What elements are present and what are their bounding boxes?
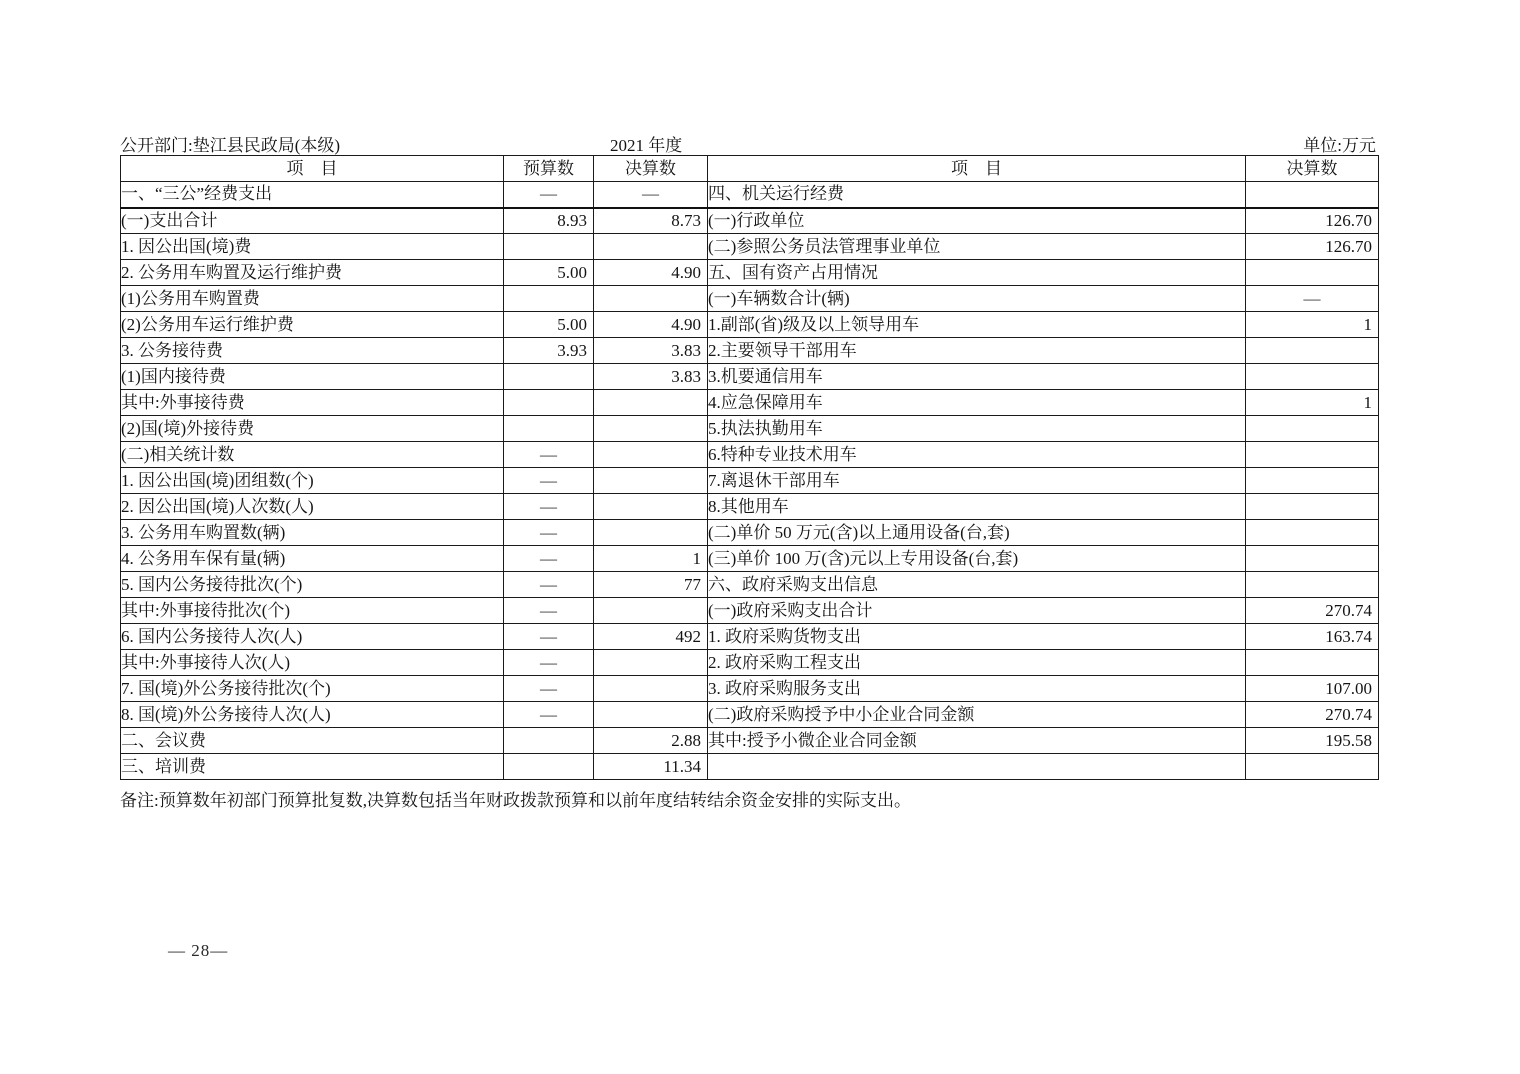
item-cell-left: 7. 国(境)外公务接待批次(个) bbox=[121, 676, 504, 702]
final-cell-left bbox=[594, 286, 708, 312]
table-row bbox=[121, 468, 1379, 494]
item-cell-left: 4. 公务用车保有量(辆) bbox=[121, 546, 504, 572]
item-cell-left: 三、培训费 bbox=[121, 754, 504, 780]
item-cell-right bbox=[708, 754, 1246, 780]
table-row bbox=[121, 390, 1379, 416]
final-cell-left bbox=[594, 234, 708, 260]
item-cell-right: (一)政府采购支出合计 bbox=[708, 598, 1246, 624]
table-header-row bbox=[121, 156, 1379, 182]
item-cell-right: (二)单价 50 万元(含)以上通用设备(台,套) bbox=[708, 520, 1246, 546]
final-cell-right bbox=[1246, 754, 1379, 780]
final-cell-right bbox=[1246, 494, 1379, 520]
document-header bbox=[120, 131, 1378, 153]
budget-cell: — bbox=[504, 546, 594, 572]
item-cell-left: (1)国内接待费 bbox=[121, 364, 504, 390]
table-row bbox=[121, 702, 1379, 728]
column-header-budget: 预算数 bbox=[504, 156, 594, 182]
final-cell-left bbox=[594, 442, 708, 468]
budget-cell: 5.00 bbox=[504, 260, 594, 286]
final-cell-right: 107.00 bbox=[1246, 676, 1379, 702]
budget-cell bbox=[504, 390, 594, 416]
final-cell-left: — bbox=[594, 182, 708, 208]
final-cell-left bbox=[594, 676, 708, 702]
item-cell-left: 6. 国内公务接待人次(人) bbox=[121, 624, 504, 650]
item-cell-left: 其中:外事接待人次(人) bbox=[121, 650, 504, 676]
item-cell-right: 4.应急保障用车 bbox=[708, 390, 1246, 416]
final-cell-left: 3.83 bbox=[594, 338, 708, 364]
table-row bbox=[121, 442, 1379, 468]
budget-cell bbox=[504, 286, 594, 312]
final-cell-right: 126.70 bbox=[1246, 234, 1379, 260]
table-row bbox=[121, 338, 1379, 364]
item-cell-right: 5.执法执勤用车 bbox=[708, 416, 1246, 442]
table-row bbox=[121, 572, 1379, 598]
item-cell-left: (1)公务用车购置费 bbox=[121, 286, 504, 312]
item-cell-left: 8. 国(境)外公务接待人次(人) bbox=[121, 702, 504, 728]
table-row bbox=[121, 754, 1379, 780]
item-cell-left: 2. 公务用车购置及运行维护费 bbox=[121, 260, 504, 286]
item-cell-right: 四、机关运行经费 bbox=[708, 182, 1246, 208]
table-row bbox=[121, 312, 1379, 338]
final-cell-left: 8.73 bbox=[594, 208, 708, 234]
final-cell-left: 3.83 bbox=[594, 364, 708, 390]
table-row bbox=[121, 260, 1379, 286]
footnote: 备注:预算数年初部门预算批复数,决算数包括当年财政拨款预算和以前年度结转结余资金安排的实际支出。 bbox=[120, 791, 911, 810]
budget-cell: — bbox=[504, 572, 594, 598]
item-cell-left: 1. 因公出国(境)团组数(个) bbox=[121, 468, 504, 494]
item-cell-right: (一)车辆数合计(辆) bbox=[708, 286, 1246, 312]
budget-cell: — bbox=[504, 468, 594, 494]
budget-cell: — bbox=[504, 182, 594, 208]
final-cell-left: 2.88 bbox=[594, 728, 708, 754]
item-cell-right: (二)参照公务员法管理事业单位 bbox=[708, 234, 1246, 260]
final-cell-left: 11.34 bbox=[594, 754, 708, 780]
item-cell-right: 1. 政府采购货物支出 bbox=[708, 624, 1246, 650]
unit-label: 单位:万元 bbox=[1303, 136, 1376, 155]
final-cell-left bbox=[594, 416, 708, 442]
column-header-item-left: 项 目 bbox=[121, 156, 504, 182]
table-row bbox=[121, 650, 1379, 676]
final-cell-right: 126.70 bbox=[1246, 208, 1379, 234]
item-cell-right: 六、政府采购支出信息 bbox=[708, 572, 1246, 598]
item-cell-right: 3. 政府采购服务支出 bbox=[708, 676, 1246, 702]
final-cell-right bbox=[1246, 468, 1379, 494]
page-number: — 28— bbox=[168, 941, 229, 960]
item-cell-left: 二、会议费 bbox=[121, 728, 504, 754]
budget-cell: — bbox=[504, 702, 594, 728]
item-cell-left: 1. 因公出国(境)费 bbox=[121, 234, 504, 260]
item-cell-left: (2)国(境)外接待费 bbox=[121, 416, 504, 442]
table-row bbox=[121, 182, 1379, 208]
final-cell-right bbox=[1246, 520, 1379, 546]
fiscal-year-label: 2021 年度 bbox=[610, 136, 683, 155]
final-cell-right bbox=[1246, 182, 1379, 208]
item-cell-left: 2. 因公出国(境)人次数(人) bbox=[121, 494, 504, 520]
budget-cell: — bbox=[504, 520, 594, 546]
budget-cell: — bbox=[504, 650, 594, 676]
item-cell-left: (2)公务用车运行维护费 bbox=[121, 312, 504, 338]
final-cell-left bbox=[594, 494, 708, 520]
budget-cell bbox=[504, 234, 594, 260]
item-cell-right: 2. 政府采购工程支出 bbox=[708, 650, 1246, 676]
final-cell-right: 163.74 bbox=[1246, 624, 1379, 650]
final-cell-left bbox=[594, 702, 708, 728]
budget-cell: — bbox=[504, 624, 594, 650]
final-cell-left: 492 bbox=[594, 624, 708, 650]
item-cell-right: 其中:授予小微企业合同金额 bbox=[708, 728, 1246, 754]
item-cell-left: 一、“三公”经费支出 bbox=[121, 182, 504, 208]
item-cell-left: 5. 国内公务接待批次(个) bbox=[121, 572, 504, 598]
final-cell-left bbox=[594, 390, 708, 416]
item-cell-left: 3. 公务用车购置数(辆) bbox=[121, 520, 504, 546]
item-cell-left: (一)支出合计 bbox=[121, 208, 504, 234]
table-row bbox=[121, 598, 1379, 624]
table-row bbox=[121, 364, 1379, 390]
final-cell-right: 1 bbox=[1246, 390, 1379, 416]
budget-cell bbox=[504, 728, 594, 754]
final-cell-left bbox=[594, 520, 708, 546]
item-cell-right: (一)行政单位 bbox=[708, 208, 1246, 234]
final-cell-right bbox=[1246, 416, 1379, 442]
final-cell-right bbox=[1246, 650, 1379, 676]
table-row bbox=[121, 728, 1379, 754]
budget-cell bbox=[504, 364, 594, 390]
table-row bbox=[121, 676, 1379, 702]
budget-cell bbox=[504, 754, 594, 780]
table-row bbox=[121, 416, 1379, 442]
item-cell-left: 其中:外事接待批次(个) bbox=[121, 598, 504, 624]
item-cell-right: 五、国有资产占用情况 bbox=[708, 260, 1246, 286]
final-cell-left: 4.90 bbox=[594, 312, 708, 338]
final-cell-right: 270.74 bbox=[1246, 598, 1379, 624]
final-cell-right: 270.74 bbox=[1246, 702, 1379, 728]
final-cell-left bbox=[594, 468, 708, 494]
final-cell-right bbox=[1246, 338, 1379, 364]
final-cell-right: 195.58 bbox=[1246, 728, 1379, 754]
table-row bbox=[121, 624, 1379, 650]
final-cell-right: 1 bbox=[1246, 312, 1379, 338]
budget-cell: 8.93 bbox=[504, 208, 594, 234]
budget-cell: 5.00 bbox=[504, 312, 594, 338]
publisher-department-label: 公开部门:垫江县民政局(本级) bbox=[120, 136, 341, 155]
item-cell-right: (三)单价 100 万(含)元以上专用设备(台,套) bbox=[708, 546, 1246, 572]
budget-cell: — bbox=[504, 598, 594, 624]
item-cell-right: 2.主要领导干部用车 bbox=[708, 338, 1246, 364]
item-cell-left: (二)相关统计数 bbox=[121, 442, 504, 468]
final-cell-right bbox=[1246, 364, 1379, 390]
table-row bbox=[121, 286, 1379, 312]
budget-cell bbox=[504, 416, 594, 442]
final-cell-right: — bbox=[1246, 286, 1379, 312]
table-row bbox=[121, 546, 1379, 572]
item-cell-right: 8.其他用车 bbox=[708, 494, 1246, 520]
final-cell-left: 77 bbox=[594, 572, 708, 598]
item-cell-right: (二)政府采购授予中小企业合同金额 bbox=[708, 702, 1246, 728]
budget-cell: — bbox=[504, 442, 594, 468]
budget-cell: 3.93 bbox=[504, 338, 594, 364]
item-cell-left: 3. 公务接待费 bbox=[121, 338, 504, 364]
item-cell-right: 7.离退休干部用车 bbox=[708, 468, 1246, 494]
item-cell-right: 6.特种专业技术用车 bbox=[708, 442, 1246, 468]
final-cell-left bbox=[594, 650, 708, 676]
final-cell-right bbox=[1246, 572, 1379, 598]
table-row bbox=[121, 520, 1379, 546]
item-cell-right: 1.副部(省)级及以上领导用车 bbox=[708, 312, 1246, 338]
column-header-final-right: 决算数 bbox=[1246, 156, 1379, 182]
final-cell-left: 1 bbox=[594, 546, 708, 572]
item-cell-right: 3.机要通信用车 bbox=[708, 364, 1246, 390]
final-cell-right bbox=[1246, 546, 1379, 572]
final-cell-right bbox=[1246, 442, 1379, 468]
table-row bbox=[121, 208, 1379, 234]
table-row bbox=[121, 234, 1379, 260]
table-row bbox=[121, 494, 1379, 520]
final-cell-left: 4.90 bbox=[594, 260, 708, 286]
expense-table bbox=[120, 155, 1379, 780]
budget-cell: — bbox=[504, 676, 594, 702]
budget-cell: — bbox=[504, 494, 594, 520]
item-cell-left: 其中:外事接待费 bbox=[121, 390, 504, 416]
column-header-item-right: 项 目 bbox=[708, 156, 1246, 182]
final-cell-left bbox=[594, 598, 708, 624]
column-header-final-left: 决算数 bbox=[594, 156, 708, 182]
final-cell-right bbox=[1246, 260, 1379, 286]
